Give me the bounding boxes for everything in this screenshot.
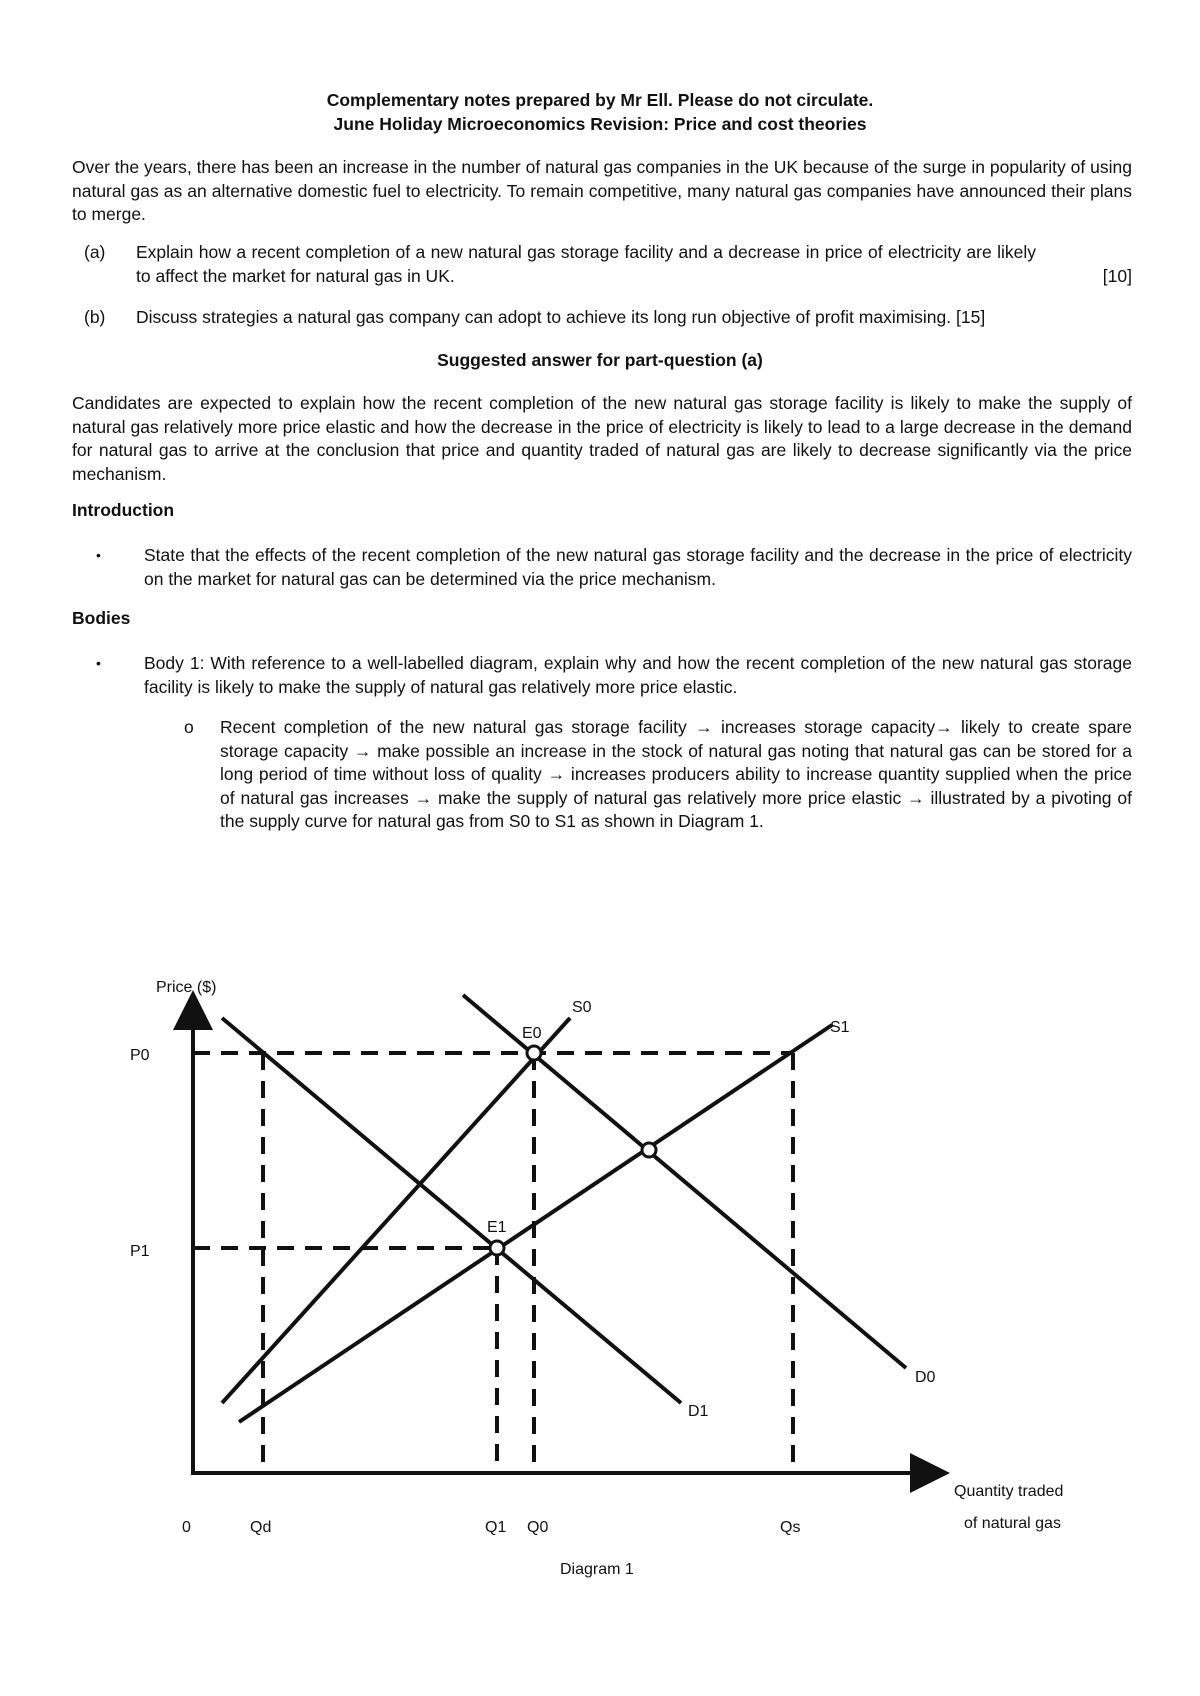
- question-a: [72, 241, 1132, 289]
- sub-bullet-glyph: o: [184, 717, 194, 737]
- qd-label: Qd: [250, 1519, 272, 1536]
- bullet-glyph: •: [96, 547, 101, 563]
- intro-paragraph: Over the years, there has been an increase in the number of natural gas companies in the UK because of the surge in popularity of using natural gas as an alternative domestic fuel to electricity. To remain competitive, many natural gas companies have announced their plans to merge.: [72, 157, 1132, 224]
- question-b-text: Discuss strategies a natural gas company can adopt to achieve its long run objective of profit maximising. [15]: [136, 307, 986, 327]
- header-line-1: Complementary notes prepared by Mr Ell. Please do not circulate.: [326, 90, 874, 110]
- new-s1-d0-point: [642, 1143, 656, 1157]
- e0-label: E0: [522, 1025, 542, 1042]
- s0-curve: [222, 1018, 570, 1403]
- answer-heading: Suggested answer for part-question (a): [437, 350, 763, 370]
- d1-curve: [222, 1018, 681, 1403]
- e1-label: E1: [487, 1219, 507, 1236]
- d1-label: D1: [688, 1403, 709, 1420]
- bullet-glyph: •: [96, 655, 101, 671]
- question-a-text: Explain how a recent completion of a new natural gas storage facility and a decrease in price of electricity are likely to affect the market for natural gas in UK.: [136, 242, 1036, 286]
- p0-label: P0: [130, 1047, 150, 1064]
- question-b-label: (b): [84, 307, 106, 327]
- e1-point: [490, 1241, 504, 1255]
- x-axis-label-line-2: of natural gas: [964, 1515, 1061, 1532]
- introduction-bullet: [72, 544, 1132, 592]
- d0-label: D0: [915, 1369, 936, 1386]
- introduction-heading: Introduction: [72, 500, 175, 520]
- q1-label: Q1: [485, 1519, 507, 1536]
- x-axis-label-line-1: Quantity traded: [954, 1483, 1064, 1500]
- s1-label: S1: [830, 1019, 850, 1036]
- y-axis-label: Price ($): [156, 979, 217, 996]
- s0-label: S0: [572, 999, 592, 1016]
- e0-point: [527, 1046, 541, 1060]
- introduction-bullet-text: State that the effects of the recent completion of the new natural gas storage facility and the decrease in the price of electricity on the market for natural gas can be determined via the price mechanism.: [144, 545, 1132, 589]
- question-a-marks: [10]: [1102, 265, 1132, 286]
- body-1-bullet: [72, 652, 1132, 700]
- question-b: [72, 306, 1132, 330]
- diagram-1: [0, 880, 1200, 1600]
- q0-label: Q0: [527, 1519, 549, 1536]
- body-1-sub-bullet-text: Recent completion of the new natural gas storage facility → increases storage capacity→ likely to create spare storage capacity → make possible an increase in the stock of natural gas noting that natural gas can be stored for a long period of time without loss of quality → increases producers ability to increase quantity supplied when the price of natural gas increases → make the supply of natural gas relatively more price elastic → illustrated by a pivoting of the supply curve for natural gas from S0 to S1 as shown in Diagram 1.: [220, 717, 1132, 831]
- qs-label: Qs: [780, 1519, 801, 1536]
- p1-label: P1: [130, 1243, 150, 1260]
- origin-label: 0: [182, 1519, 191, 1536]
- header-line-2: June Holiday Microeconomics Revision: Price and cost theories: [333, 114, 867, 134]
- answer-paragraph: Candidates are expected to explain how the recent completion of the new natural gas storage facility is likely to make the supply of natural gas relatively more price elastic and how the decrease in the price of electricity is likely to lead to a large decrease in the demand for natural gas to arrive at the conclusion that price and quantity traded of natural gas are likely to decrease significantly via the price mechanism.: [72, 393, 1132, 484]
- body-1-sub-bullet: [72, 716, 1132, 856]
- body-1-bullet-text: Body 1: With reference to a well-labelled diagram, explain why and how the recent completion of the new natural gas storage facility is likely to make the supply of natural gas relatively more price elastic.: [144, 653, 1132, 697]
- diagram-caption: Diagram 1: [560, 1561, 634, 1578]
- bodies-heading: Bodies: [72, 608, 131, 628]
- question-a-label: (a): [84, 242, 106, 262]
